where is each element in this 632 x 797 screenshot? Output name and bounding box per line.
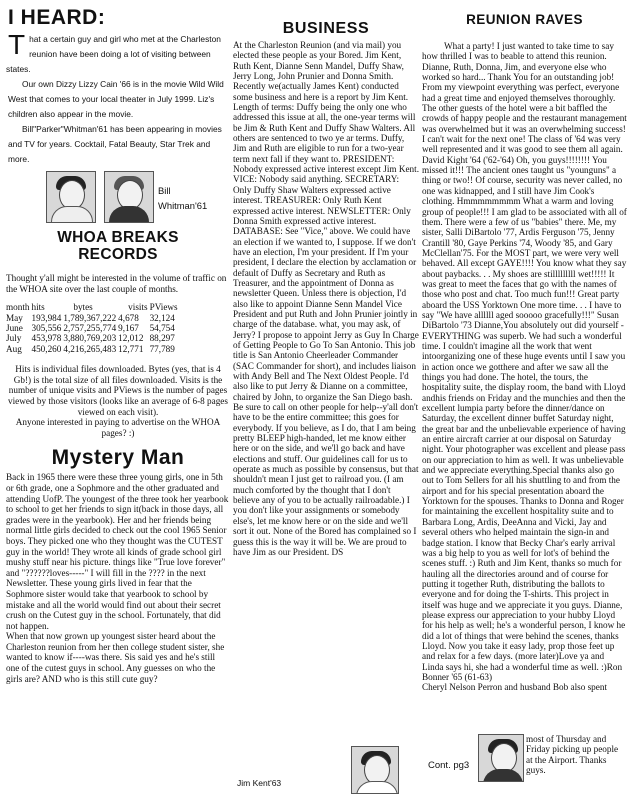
- cell: 54,754: [149, 323, 175, 333]
- mystery-man-body-2: When that now grown up youngest sister heard about the Charleston reunion from her then college student sister, she wanted to know if----was there. Sis said yes and he's still one of the cutest guys in school. Any guesses on who the girls are? AND who is this still cute guy?: [6, 631, 225, 684]
- whoa-closing: Anyone interested in paying to advertise on the WHOA pages? :): [15, 417, 221, 438]
- table-row: [6, 323, 180, 333]
- cell: 2,757,255,774: [63, 323, 117, 333]
- jim-kent-caption: Jim Kent'63: [237, 778, 282, 788]
- raves-body: What a party! I just wanted to take time to say how thrilled I was to beable to attend this reunion. Dianne, Ruth, Donna, Jim, and everyone else who worked so hard... Thank You for an outstanding job! From my viewpoint everything was perfect, everyone had a great time and enjoyed themselves thoroughly. The other guests of the hotel were a bit baffled the crowds of happy people and the restaurant management was overwhelmed but it was an overwhelming success! I can't wait for the next one! The class of '64 was very well represented and it was good to see them all again.: [422, 41, 627, 155]
- whoa-title-line-1: WHOA BREAKS: [57, 229, 179, 246]
- cell: May: [6, 312, 23, 323]
- cell: 12,012: [118, 333, 144, 344]
- raves-bottom-line: Cheryl Nelson Perron and husband Bob also spent: [422, 682, 608, 693]
- cell: 3,880,769,203: [63, 333, 117, 344]
- whoa-intro: Thought y'all might be interested in the volume of traffic on the WHOA site over the last couple of months.: [6, 273, 227, 294]
- col-visits: visits: [128, 302, 148, 313]
- i-heard-section: [6, 29, 230, 167]
- continued-note: Cont. pg3: [428, 760, 470, 771]
- caption-line-2: Whitman'61: [158, 200, 208, 211]
- cell: June: [6, 323, 23, 333]
- i-heard-paragraph-2: Our own Dizzy Lizzy Cain '66 is in the movie Wild Wild West that comes to your local theater in July 1999. Liz's children also appear in the movie.: [8, 79, 224, 119]
- whoa-title: [6, 229, 230, 263]
- business-body: At the Charleston Reunion (and via mail) you elected these people as your Bored. Jim Kent, Ruth Kent, Dianne Senn Mandel, Duffy Shaw, Jerry Long, John Prunier and Donna Smith. Recently we(actually James Kent) conducted some business and here is a report by Jim Kent. Length of terms: Duffy being the only one who addressed this issue at all, the one-year terms will be Jim & Ruth Kent and Duffy Shaw Walters. All others are sentenced to two ye ar terms. Duffy, Jim and Ruth are eligible to run for a two-year term next fall if they want to. PRESIDENT: Nobody expressed active interest except Jim Kent. VICE: Nobody said anything. SECRETARY: Only Duffy Shaw Walters expressed active interest. TREASURER: Only Ruth Kent expressed active interest. NEWSLETTER: Only Donna Smith expressed active interest. DATABASE: See "Vice," above. We could have an election if we wanted to, I suppose. If we don't have an election, I'm your president. If I'm your president, I declare the election by acclamation or default of Duffy as Secretary and Ruth as Treasurer, and the appointment of Donna as newsletter Queen. Unless there is objection, I'd also like to appoint Dianne Senn Mandel Vice President and put Ruth and John Prunier jointly in charge of the database. what, you may ask, of Jerry? I propose to appoint Jerry as Guy In Charge of Getting People to Go To San Antonio. This job title is San Antonio Cheerleader Commander (SAC Commander for short), and includes liaison with Andy Bell and The Next Oldest People. I'd also like to put Jerry & Dianne on a committee, chaired by John, to organize the San Diego bash. Be sure to call on other people for help--y'all don't have to be the entire committee; this goes for everybody. If you believe, as I do, that I am being pretty BLEEP high-handed, let me know either here or on the side, and we'll go back and have elections and stuff. Our guidelines call for us to operate as much as possible by consensus, but that shouldn't mean I just get to railroad you. (I am much comforted by the thought that I don't believe any of you to be actually railroadable.) I you don't like your assignments or somebody else's, let me know here or on the side and we'll sort it out. None of the Bored has complained so I guess this is the way it will be. We are proud to have Jim as our President. DS: [233, 40, 419, 557]
- col-month: month: [6, 302, 30, 313]
- i-heard-title: I HEARD:: [8, 6, 106, 29]
- whitman-photos: [6, 171, 230, 223]
- cell: July: [6, 333, 22, 344]
- cell: 32,124: [149, 312, 175, 323]
- whitman-photo-current: [104, 171, 154, 223]
- cell: 4,678: [118, 312, 139, 323]
- cell: 12,771: [118, 343, 144, 354]
- couple-photo: [478, 734, 524, 782]
- cell: 88,297: [149, 333, 175, 344]
- business-title: BUSINESS: [282, 20, 370, 37]
- i-heard-intro: hat a certain guy and girl who met at the Charleston reunion have been doing a lot of visiting between states.: [6, 34, 221, 74]
- reunion-raves-title: REUNION RAVES: [466, 12, 583, 27]
- col-pviews: PViews: [149, 302, 178, 313]
- left-column: [6, 6, 230, 794]
- cell: 1,789,367,222: [63, 312, 117, 323]
- whitman-photo-young: [46, 171, 96, 223]
- raves-bottom-text: most of Thursday and Friday picking up people at the Airport. Thanks guys.: [526, 734, 619, 776]
- traffic-table: [6, 302, 180, 354]
- cell: 9,167: [118, 323, 139, 333]
- mystery-man-title: Mystery Man: [51, 446, 185, 470]
- cell: 77,789: [149, 343, 175, 354]
- table-row: [6, 333, 180, 343]
- jim-kent-photo-area: [233, 750, 419, 794]
- col-hits: hits: [31, 302, 45, 313]
- right-column: [422, 6, 627, 794]
- cell: 193,984: [31, 312, 62, 323]
- table-header-row: [6, 302, 180, 312]
- whoa-title-line-2: RECORDS: [78, 246, 158, 263]
- jim-kent-photo: [351, 746, 399, 794]
- i-heard-paragraph-3: Bill"Parker"Whitman'61 has been appearing in movies and TV for years. Cocktail, Fatal Beauty, Star Trek and more.: [8, 124, 222, 164]
- caption-line-1: Bill: [158, 185, 171, 196]
- table-row: [6, 313, 180, 323]
- cell: 453,978: [31, 333, 62, 344]
- whoa-notes: Hits is individual files downloaded. Bytes (yes, that is 4 Gb!) is the total size of all files downloaded. Visits is the number of unique visits and PViews is the number of pages viewed by those visitors (looks like an average of 6-8 pages viewed on each visit).: [8, 364, 228, 417]
- mystery-man-body: Back in 1965 there were these three young girls, one in 5th or 6th grade, one a Sophmore and the other graduated and attending UofP. The youngest of the three took her yearbook to school to get her friends to sign it(back in those days, all grades were in the yearbook). Her and her friends being normal little girls decided to check out the cool 1965 Senior boys. They picked one who they thought was the CUTEST guy in the world! They wrote all kinds of grade school girl mushy stuff near his picture. things like "True love forever" and "??????loves-----" I will fill in the ???? in the next Newsletter. These young girls lived in fear that the Sophmore sister would take that yearbook to school by mistake and all the world would find out about their secret crush on the Cutest guy in the school. Fortunately, that did not happen.: [6, 472, 229, 631]
- cell: 450,260: [31, 343, 62, 354]
- cell: 305,556: [31, 323, 62, 333]
- table-row: [6, 344, 180, 354]
- cell: 4,216,265,483: [63, 343, 117, 354]
- drop-cap: T: [8, 29, 26, 60]
- middle-column: [233, 6, 419, 794]
- whitman-caption: [158, 183, 207, 213]
- raves-body-2: David Kight '64 ('62-'64) Oh, you guys!!!!!!!! You missed it!!! The ancient ones taught us "younguns" a thing or two!! Of course, security was never called, no one was kidnapped, and I still have Jim Cook's clothing. Hmmmmmmmm What a warm and loving group of people!!! I am glad to be associated with all of them. There were a few of us "babies" there. Me, my sister, Salli DiBartolo '77, Ardis Ferguson '75, Jenny Crantill '80, Gaye Perkins '74, Woody '85, and Gary McClellan'75. For the MOST part, we were very well behaved. All except GAYE!!!! You know what they say about paybacks. . . My shoes are stilllllllll wet!!!!! It was great to meet the faces that go with the names of those who post and chat. Too much fun!!! Great party aboard the USS Yorktown One more time. . . I have to say "We have allllll aged sooooo gracefully!!!" Susan DiBartolo '73 Dianne,You absolutely out did yourself - EVERYTHING was superb. We had such a wonderful time. I couldn't imagine all the work that went intoorganizing one of these huge events until I saw you in action once we gotthere and after we saw all the things you had done. The hotel, the tours, the hospitality suite, the display room, the band with Lloyd andhis friends on Friday and the munchies and then the excellent lumpia party before the dinner/dance on Saturday, the excellent dinner buffet Saturday night, the great bar and the unbelievable experience of having an entire aircraft carrier at our disposal on Saturday night. Your photographer was excellent and please pass on our appreciation to him as well. It was unbelievable and we appreciate everything.Special thanks also go out to Tom Sellers for all his shuttling to and from the airport and for his special presentation aboard the Yorktown for the spouses. Thanks to Donna and Roger for maintaining the excellent hospitality suite and to Barbara Long, Ardis, DeeAnna and Vicki, Jay and several others who helped maintain the sign-in and badge station. I know that Becky Char's early arrival was a big help to you as well for lot's of behind the scenes stuff. :) Ruth and Jim Kent, thanks so much for hauling all the directories around and of course for putting it together Ruth, distributing the ballots to everyone and for doing the T-shirts. This project in itself was huge and we appreciate it you guys. Dianne, please express our appreciation to your hubby Lloyd for his help as well; he's a wonderful person, I know he did a lot of things that were behind the scenes, thanks Lloyd. Now you take it easy lady, prop those feet up and relax for a few days. (more later)Love ya and Linda says hi, she had a wonderful time as well. :)Ron Bonner '65 (61-63): [422, 154, 627, 682]
- col-bytes: bytes: [73, 302, 93, 313]
- cell: Aug: [6, 343, 22, 354]
- raves-bottom-area: [422, 734, 627, 794]
